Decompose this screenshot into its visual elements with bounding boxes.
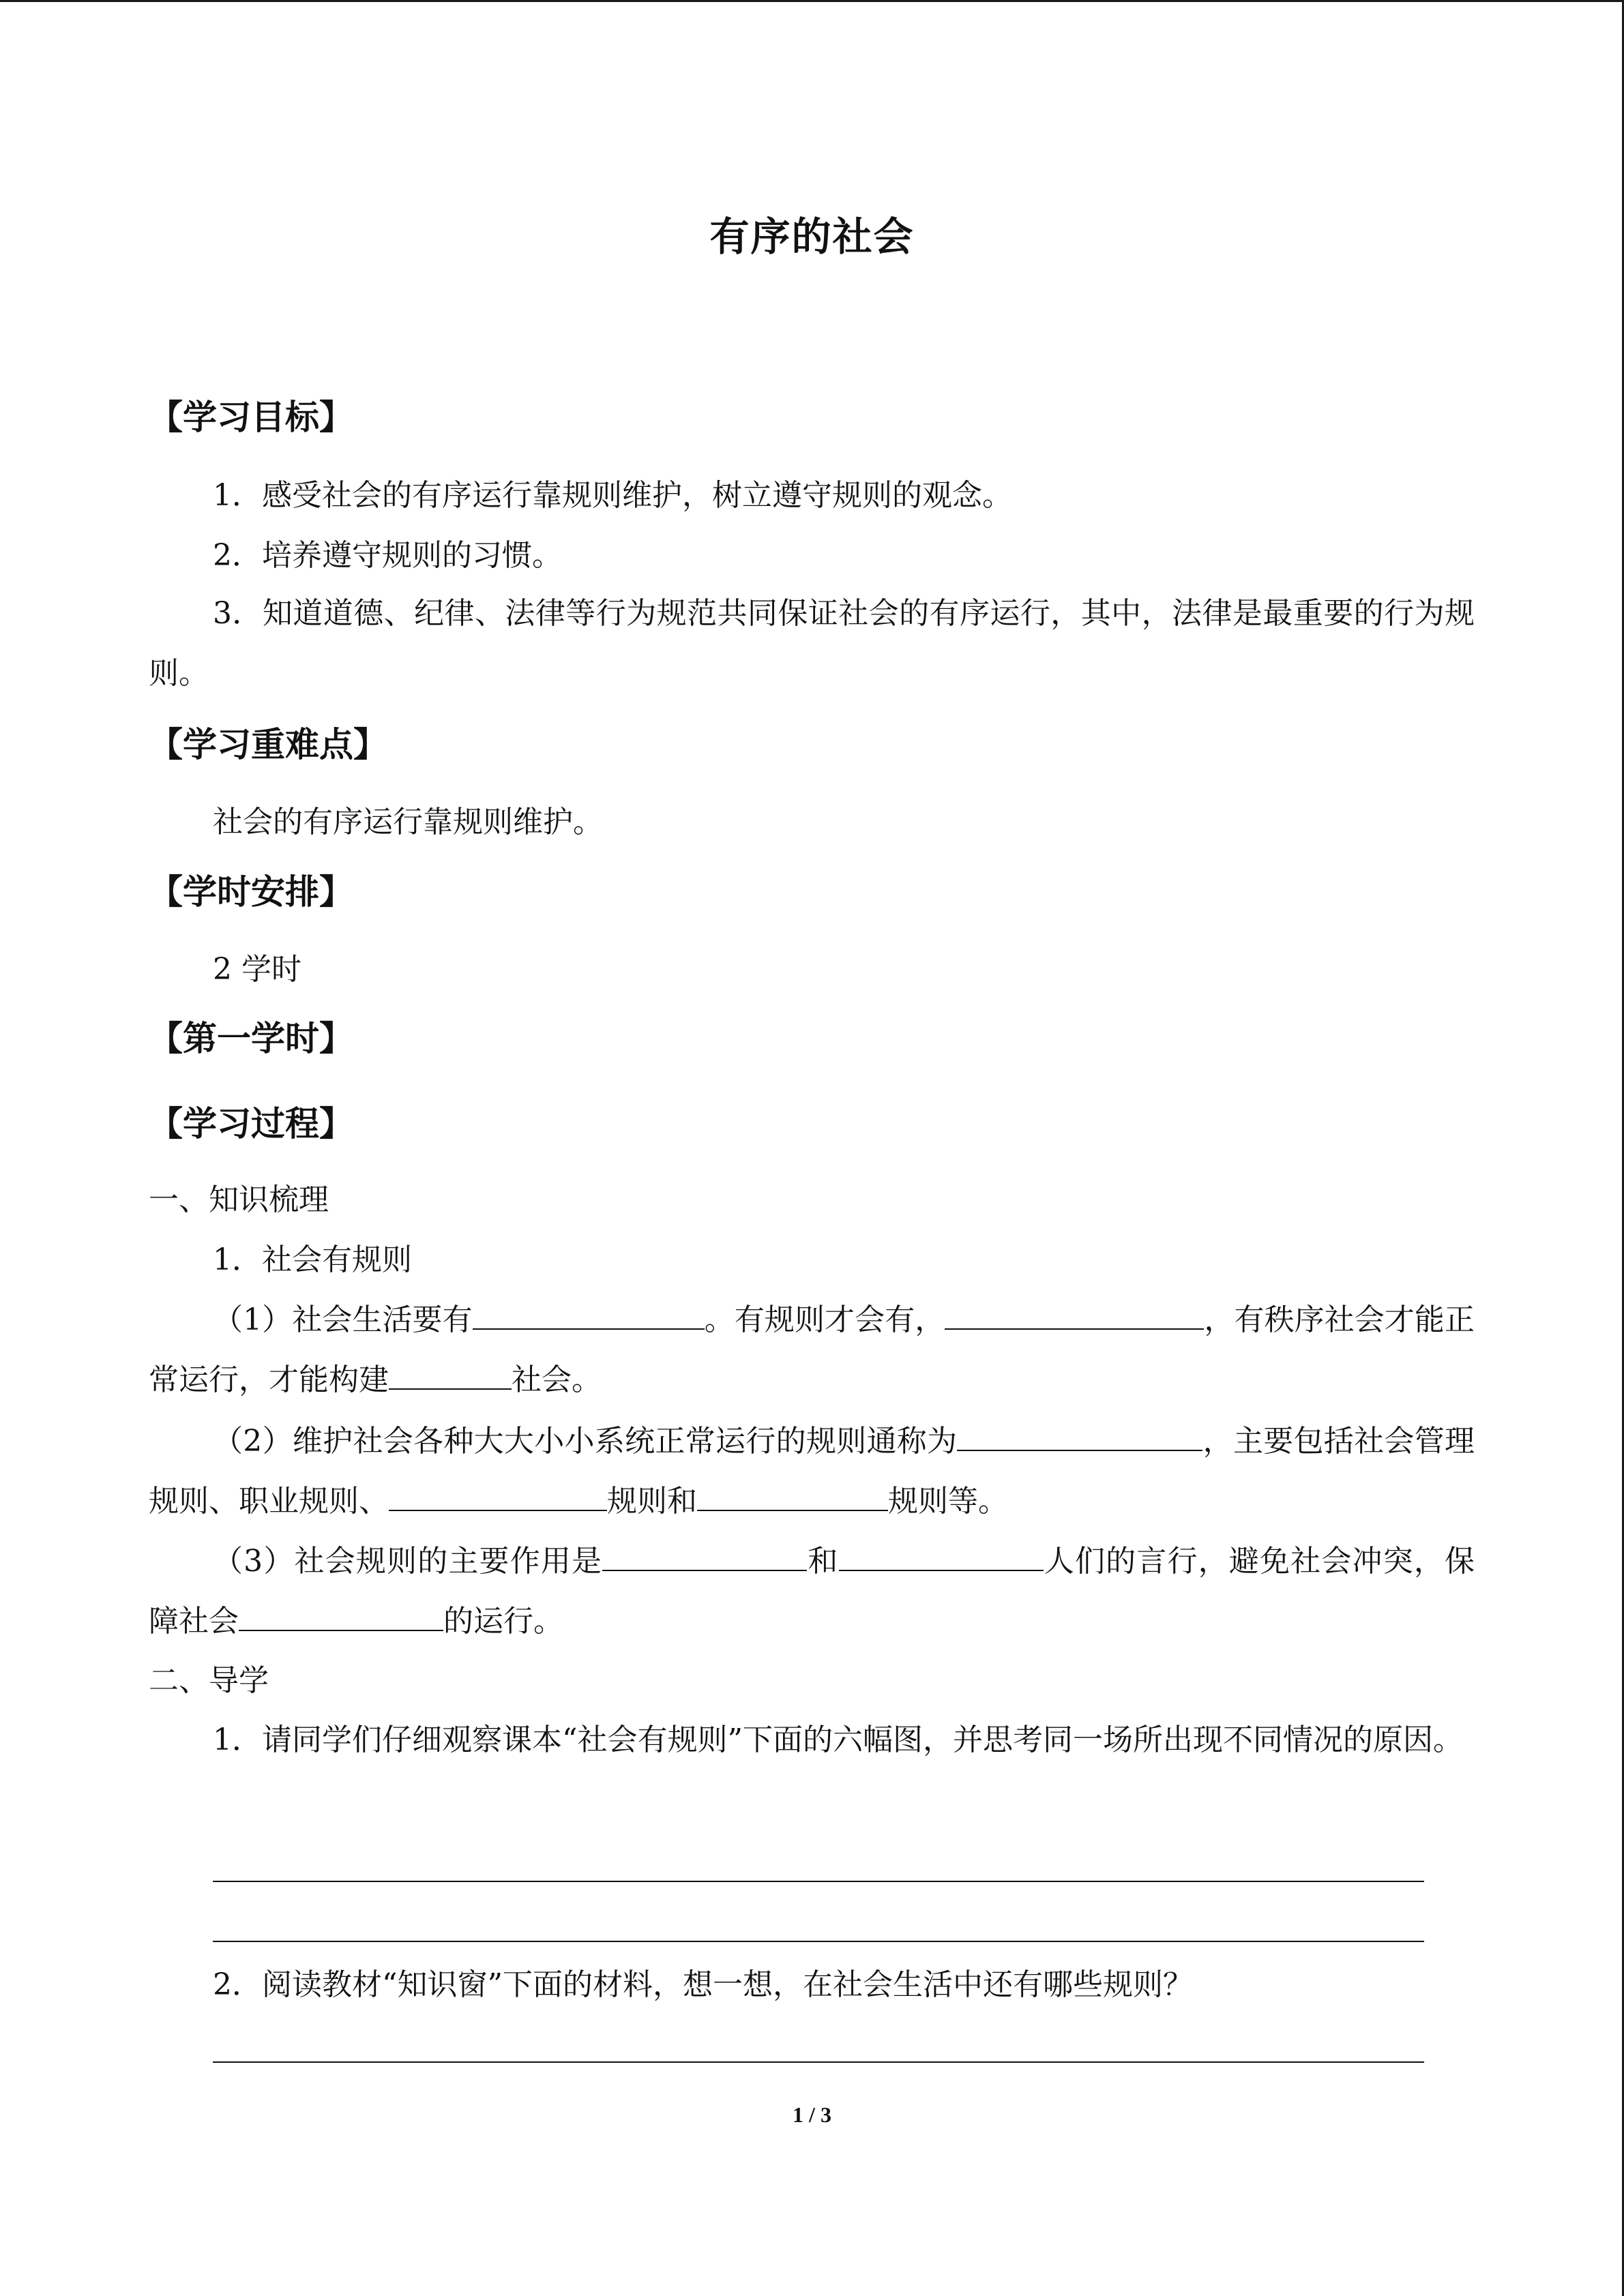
objective-item-3: 3．知道道德、纪律、法律等行为规范共同保证社会的有序运行，其中，法律是最重要的行为规则。 (149, 596, 1475, 691)
schedule-text: 2 学时 (213, 952, 301, 987)
page-border-top (0, 0, 1624, 2)
knowledge-subheading: 1．社会有规则 (213, 1242, 412, 1277)
key-points-text: 社会的有序运行靠规则维护。 (213, 805, 603, 839)
answer-line[interactable] (213, 1881, 1424, 1882)
fill-question-2: （2）维护社会各种大大小小系统正常运行的规则通称为 ，主要包括社会管理规则、职业规则、 规则和 规则等。 (149, 1424, 1475, 1519)
answer-blank[interactable] (957, 1425, 1202, 1451)
answer-line[interactable] (213, 1941, 1424, 1942)
answer-blank[interactable] (697, 1485, 888, 1511)
answer-blank[interactable] (945, 1304, 1204, 1330)
answer-blank[interactable] (389, 1485, 607, 1511)
answer-blank[interactable] (389, 1364, 512, 1390)
answer-blank[interactable] (839, 1545, 1044, 1571)
heading-objectives: 【学习目标】 (149, 398, 353, 437)
answer-blank[interactable] (239, 1605, 443, 1631)
heading-first-period: 【第一学时】 (149, 1019, 353, 1058)
heading-key-points: 【学习重难点】 (149, 725, 387, 764)
heading-process: 【学习过程】 (149, 1104, 353, 1144)
heading-schedule: 【学时安排】 (149, 872, 353, 912)
objective-item-2: 2．培养遵守规则的习惯。 (213, 538, 562, 573)
answer-blank[interactable] (473, 1304, 705, 1330)
fill-question-1: （1）社会生活要有 。有规则才会有， ，有秩序社会才能正常运行，才能构建 社会。 (149, 1302, 1475, 1397)
objective-item-1: 1．感受社会的有序运行靠规则维护，树立遵守规则的观念。 (213, 478, 1012, 513)
answer-blank[interactable] (602, 1545, 807, 1571)
fill-question-3: （3）社会规则的主要作用是 和 人们的言行，避免社会冲突，保障社会 的运行。 (149, 1544, 1475, 1639)
guide-question-2: 2．阅读教材“知识窗”下面的材料，想一想，在社会生活中还有哪些规则？ (213, 1967, 1193, 2002)
guide-question-1: 1．请同学们仔细观察课本“社会有规则”下面的六幅图，并思考同一场所出现不同情况的原因。 (213, 1723, 1463, 1757)
knowledge-heading: 一、知识梳理 (149, 1182, 329, 1217)
guide-heading: 二、导学 (149, 1663, 269, 1698)
page-number: 1 / 3 (793, 2102, 831, 2127)
answer-line[interactable] (213, 2061, 1424, 2063)
document-title: 有序的社会 (709, 213, 915, 260)
